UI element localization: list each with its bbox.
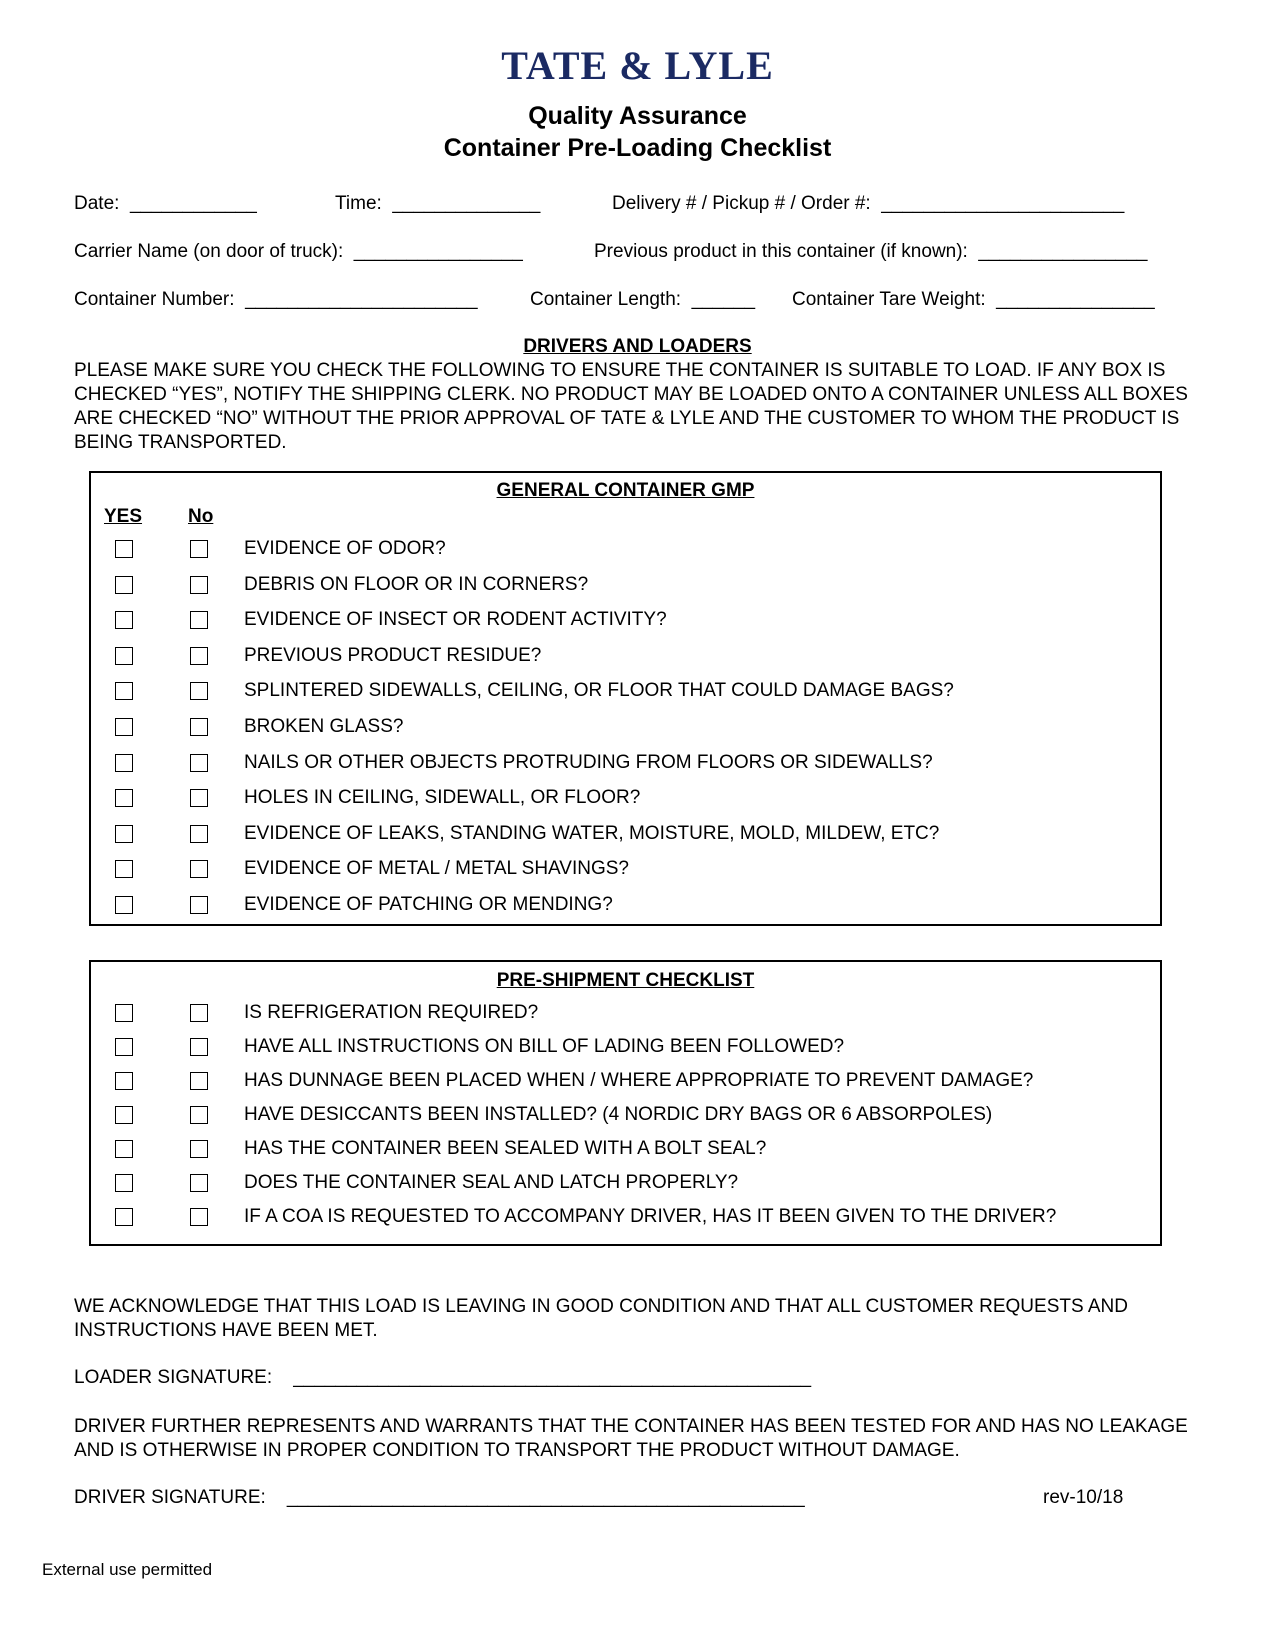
acknowledgement-text: WE ACKNOWLEDGE THAT THIS LOAD IS LEAVING IN GOOD CONDITION AND THAT ALL CUSTOMER REQUESTS AND INSTRUCTIONS HAVE BEEN MET. bbox=[74, 1296, 1128, 1341]
checklist-question: EVIDENCE OF ODOR? bbox=[244, 538, 446, 559]
yes-checkbox[interactable] bbox=[115, 896, 133, 914]
checklist-question: EVIDENCE OF LEAKS, STANDING WATER, MOISTURE, MOLD, MILDEW, ETC? bbox=[244, 822, 940, 844]
no-column-header: No bbox=[188, 506, 214, 527]
yes-checkbox[interactable] bbox=[115, 647, 133, 665]
checklist-question: SPLINTERED SIDEWALLS, CEILING, OR FLOOR THAT COULD DAMAGE BAGS? bbox=[244, 680, 954, 702]
document-title: Quality Assurance bbox=[528, 102, 747, 130]
drivers-instructions: PLEASE MAKE SURE YOU CHECK THE FOLLOWING TO ENSURE THE CONTAINER IS SUITABLE TO LOAD. IF ANY BOX IS CHECKED “YES”, NOTIFY THE SHIPPING CLERK. NO PRODUCT MAY BE LOADED ONTO A CONTAINER UNLESS ALL BOXES ARE CHECKED “NO” WITHOUT THE PRIOR APPROVAL OF TATE & LYLE AND THE CUSTOMER TO WHOM THE PRODUCT IS BEING TRANSPORTED. bbox=[74, 360, 1188, 453]
yes-checkbox[interactable] bbox=[115, 1106, 133, 1124]
yes-checkbox[interactable] bbox=[115, 1208, 133, 1226]
checklist-question: PREVIOUS PRODUCT RESIDUE? bbox=[244, 644, 542, 666]
no-checkbox[interactable] bbox=[190, 1004, 208, 1022]
yes-checkbox[interactable] bbox=[115, 754, 133, 772]
date-field[interactable]: Date: ____________ bbox=[74, 193, 257, 214]
preshipment-section bbox=[89, 960, 1162, 1246]
yes-checkbox[interactable] bbox=[115, 1174, 133, 1192]
yes-checkbox[interactable] bbox=[115, 825, 133, 843]
gmp-section bbox=[89, 471, 1162, 926]
checklist-question: HAVE ALL INSTRUCTIONS ON BILL OF LADING BEEN FOLLOWED? bbox=[244, 1036, 845, 1057]
yes-checkbox[interactable] bbox=[115, 611, 133, 629]
no-checkbox[interactable] bbox=[190, 540, 208, 558]
checklist-question: IS REFRIGERATION REQUIRED? bbox=[244, 1002, 539, 1023]
no-checkbox[interactable] bbox=[190, 825, 208, 843]
no-checkbox[interactable] bbox=[190, 1038, 208, 1056]
no-checkbox[interactable] bbox=[190, 1208, 208, 1226]
driver-warranty-text: DRIVER FURTHER REPRESENTS AND WARRANTS THAT THE CONTAINER HAS BEEN TESTED FOR AND HAS NO LEAKAGE AND IS OTHERWISE IN PROPER CONDITION TO TRANSPORT THE PRODUCT WITHOUT DAMAGE. bbox=[74, 1416, 1188, 1461]
no-checkbox[interactable] bbox=[190, 896, 208, 914]
no-checkbox[interactable] bbox=[190, 1106, 208, 1124]
yes-checkbox[interactable] bbox=[115, 682, 133, 700]
external-use-note: External use permitted bbox=[42, 1560, 213, 1579]
yes-checkbox[interactable] bbox=[115, 576, 133, 594]
container-number-field[interactable]: Container Number: ______________________ bbox=[74, 289, 478, 310]
no-checkbox[interactable] bbox=[190, 1072, 208, 1090]
yes-checkbox[interactable] bbox=[115, 1140, 133, 1158]
no-checkbox[interactable] bbox=[190, 754, 208, 772]
yes-checkbox[interactable] bbox=[115, 540, 133, 558]
no-checkbox[interactable] bbox=[190, 718, 208, 736]
checklist-question: IF A COA IS REQUESTED TO ACCOMPANY DRIVER, HAS IT BEEN GIVEN TO THE DRIVER? bbox=[244, 1206, 1057, 1227]
container-length-field[interactable]: Container Length: ______ bbox=[530, 289, 756, 310]
no-checkbox[interactable] bbox=[190, 611, 208, 629]
drivers-loaders-heading: DRIVERS AND LOADERS bbox=[523, 336, 752, 357]
tare-weight-field[interactable]: Container Tare Weight: _______________ bbox=[792, 289, 1155, 310]
company-logo: TATE & LYLE bbox=[501, 43, 774, 88]
checklist-question: EVIDENCE OF INSECT OR RODENT ACTIVITY? bbox=[244, 609, 667, 631]
no-checkbox[interactable] bbox=[190, 1174, 208, 1192]
yes-checkbox[interactable] bbox=[115, 1038, 133, 1056]
yes-checkbox[interactable] bbox=[115, 860, 133, 878]
checklist-question: BROKEN GLASS? bbox=[244, 716, 404, 737]
previous-product-field[interactable]: Previous product in this container (if known): ________________ bbox=[594, 241, 1148, 262]
no-checkbox[interactable] bbox=[190, 682, 208, 700]
yes-checkbox[interactable] bbox=[115, 1072, 133, 1090]
yes-checkbox[interactable] bbox=[115, 1004, 133, 1022]
no-checkbox[interactable] bbox=[190, 860, 208, 878]
delivery-field[interactable]: Delivery # / Pickup # / Order #: _______________________ bbox=[612, 193, 1125, 214]
no-checkbox[interactable] bbox=[190, 1140, 208, 1158]
yes-checkbox[interactable] bbox=[115, 789, 133, 807]
gmp-heading: GENERAL CONTAINER GMP bbox=[496, 480, 755, 501]
revision-label: rev-10/18 bbox=[1043, 1487, 1124, 1508]
yes-column-header: YES bbox=[104, 506, 143, 527]
checklist-question: HAS DUNNAGE BEEN PLACED WHEN / WHERE APPROPRIATE TO PREVENT DAMAGE? bbox=[244, 1070, 1034, 1091]
document-subtitle: Container Pre-Loading Checklist bbox=[443, 134, 832, 162]
driver-signature-field[interactable]: DRIVER SIGNATURE: _________________________________________________ bbox=[74, 1487, 805, 1508]
yes-checkbox[interactable] bbox=[115, 718, 133, 736]
preshipment-heading: PRE-SHIPMENT CHECKLIST bbox=[496, 970, 755, 991]
checklist-question: HOLES IN CEILING, SIDEWALL, OR FLOOR? bbox=[244, 787, 641, 809]
loader-signature-field[interactable]: LOADER SIGNATURE: _________________________________________________ bbox=[74, 1367, 812, 1388]
checklist-question: HAVE DESICCANTS BEEN INSTALLED? (4 NORDIC DRY BAGS OR 6 ABSORPOLES) bbox=[244, 1104, 993, 1125]
time-field[interactable]: Time: ______________ bbox=[335, 193, 541, 214]
checklist-question: EVIDENCE OF METAL / METAL SHAVINGS? bbox=[244, 858, 630, 880]
no-checkbox[interactable] bbox=[190, 576, 208, 594]
checklist-question: EVIDENCE OF PATCHING OR MENDING? bbox=[244, 894, 613, 915]
no-checkbox[interactable] bbox=[190, 647, 208, 665]
carrier-name-field[interactable]: Carrier Name (on door of truck): ________________ bbox=[74, 241, 523, 262]
checklist-question: NAILS OR OTHER OBJECTS PROTRUDING FROM FLOORS OR SIDEWALLS? bbox=[244, 751, 933, 773]
checklist-question: HAS THE CONTAINER BEEN SEALED WITH A BOLT SEAL? bbox=[244, 1138, 767, 1159]
no-checkbox[interactable] bbox=[190, 789, 208, 807]
checklist-question: DOES THE CONTAINER SEAL AND LATCH PROPERLY? bbox=[244, 1172, 739, 1193]
checklist-question: DEBRIS ON FLOOR OR IN CORNERS? bbox=[244, 573, 589, 595]
